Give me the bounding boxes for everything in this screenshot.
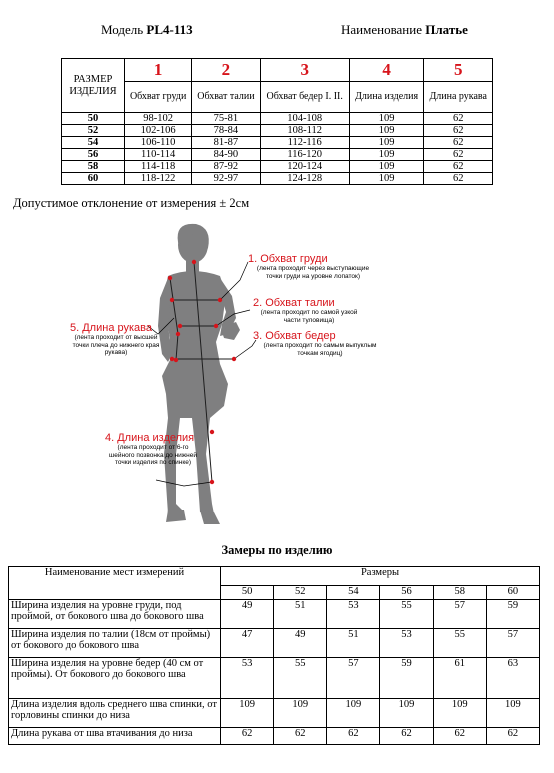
size-value-cell: 110-114 <box>125 149 192 161</box>
measure-value-cell: 109 <box>274 699 327 728</box>
size-value-cell: 78-84 <box>192 125 260 137</box>
annotation-chest-title: 1. Обхват груди <box>248 253 328 265</box>
size-cell: 58 <box>62 161 125 173</box>
size-value-cell: 102-106 <box>125 125 192 137</box>
annotation-waist <box>253 297 365 324</box>
measure-value-cell: 109 <box>486 699 539 728</box>
measure-value-cell: 55 <box>433 629 486 658</box>
measure-table-title: Замеры по изделию <box>221 543 333 557</box>
size-value-cell: 109 <box>349 149 424 161</box>
size-value-cell: 109 <box>349 137 424 149</box>
size-value-cell: 114-118 <box>125 161 192 173</box>
measure-row <box>9 658 540 699</box>
size-value-cell: 84-90 <box>192 149 260 161</box>
annotation-length <box>105 432 201 467</box>
size-value-cell: 124-128 <box>260 173 349 185</box>
product-name-line <box>341 22 468 38</box>
column-number-4: 4 <box>349 59 424 82</box>
measure-row <box>9 629 540 658</box>
size-value-cell: 62 <box>424 125 493 137</box>
measure-sizes-header: Размеры <box>221 567 540 586</box>
annotation-sleeve-note: (лента проходит от высшей точки плеча до нижнего края рукава) <box>72 334 160 356</box>
measure-value-cell: 55 <box>274 658 327 699</box>
measure-name-cell: Ширина изделия на уровне груди, под проймой, от бокового шва до бокового шва <box>9 600 221 629</box>
measure-value-cell: 62 <box>221 728 274 745</box>
measure-value-cell: 53 <box>327 600 380 629</box>
measure-value-cell: 57 <box>486 629 539 658</box>
annotation-sleeve <box>70 322 162 357</box>
size-value-cell: 118-122 <box>125 173 192 185</box>
size-cell: 54 <box>62 137 125 149</box>
size-value-cell: 98-102 <box>125 113 192 125</box>
measure-value-cell: 59 <box>380 658 433 699</box>
measure-size-header: 58 <box>433 585 486 599</box>
measure-row <box>9 728 540 745</box>
column-label-hips: Обхват бедер I. II. <box>260 82 349 113</box>
measure-value-cell: 49 <box>274 629 327 658</box>
column-number-3: 3 <box>260 59 349 82</box>
annotation-hips-note: (лента проходит по самым выпуклым точкам ягодиц) <box>263 342 377 357</box>
column-label-chest: Обхват груди <box>125 82 192 113</box>
measure-value-cell: 57 <box>327 658 380 699</box>
measure-value-cell: 59 <box>486 600 539 629</box>
size-table <box>61 58 493 185</box>
model-label-line <box>101 22 193 38</box>
size-cell: 60 <box>62 173 125 185</box>
measure-value-cell: 62 <box>274 728 327 745</box>
column-label-waist: Обхват талии <box>192 82 260 113</box>
size-value-cell: 62 <box>424 113 493 125</box>
size-value-cell: 109 <box>349 161 424 173</box>
size-cell: 50 <box>62 113 125 125</box>
measure-value-cell: 49 <box>221 600 274 629</box>
size-row <box>62 149 493 161</box>
measure-name-cell: Длина изделия вдоль среднего шва спинки, от горловины спинки до низа <box>9 699 221 728</box>
measure-value-cell: 109 <box>433 699 486 728</box>
annotation-waist-note: (лента проходит по самой узкой части туловища) <box>260 309 358 324</box>
measure-size-header: 50 <box>221 585 274 599</box>
size-cell: 52 <box>62 125 125 137</box>
measure-size-header: 60 <box>486 585 539 599</box>
measure-value-cell: 62 <box>327 728 380 745</box>
column-number-2: 2 <box>192 59 260 82</box>
size-value-cell: 120-124 <box>260 161 349 173</box>
measure-value-cell: 61 <box>433 658 486 699</box>
size-value-cell: 109 <box>349 125 424 137</box>
size-row <box>62 173 493 185</box>
annotation-hips-title: 3. Обхват бедер <box>253 330 336 342</box>
column-number-1: 1 <box>125 59 192 82</box>
measure-name-cell: Ширина изделия по талии (18см от проймы) от бокового до бокового шва <box>9 629 221 658</box>
measure-value-cell: 53 <box>380 629 433 658</box>
annotation-hips <box>253 330 387 357</box>
measure-row <box>9 600 540 629</box>
size-value-cell: 62 <box>424 173 493 185</box>
size-header-cell: РАЗМЕР ИЗДЕЛИЯ <box>62 59 125 113</box>
measure-size-header: 56 <box>380 585 433 599</box>
size-value-cell: 112-116 <box>260 137 349 149</box>
model-value: PL4-113 <box>146 22 193 37</box>
measure-value-cell: 109 <box>221 699 274 728</box>
size-value-cell: 92-97 <box>192 173 260 185</box>
annotation-chest-note: (лента проходит через выступающие точки груди на уровне лопаток) <box>256 265 370 280</box>
column-label-length: Длина изделия <box>349 82 424 113</box>
measure-name-header: Наименование мест измерений <box>9 567 221 600</box>
measure-value-cell: 109 <box>380 699 433 728</box>
measure-value-cell: 109 <box>327 699 380 728</box>
size-row <box>62 137 493 149</box>
size-row <box>62 113 493 125</box>
measure-value-cell: 62 <box>380 728 433 745</box>
size-row <box>62 161 493 173</box>
product-name-label: Наименование <box>341 22 422 37</box>
size-row <box>62 125 493 137</box>
annotation-length-note: (лента проходит от 6-го шейного позвонка до нижней точки изделия по спинке) <box>109 444 197 466</box>
model-label: Модель <box>101 22 144 37</box>
measure-value-cell: 51 <box>327 629 380 658</box>
size-value-cell: 87-92 <box>192 161 260 173</box>
annotation-length-title: 4. Длина изделия <box>105 432 195 444</box>
measure-name-cell: Ширина изделия на уровне бедер (40 см от проймы). От бокового до бокового шва <box>9 658 221 699</box>
size-value-cell: 104-108 <box>260 113 349 125</box>
measure-value-cell: 62 <box>486 728 539 745</box>
measure-table <box>8 566 540 745</box>
tolerance-note: Допустимое отклонение от измерения ± 2см <box>13 196 250 210</box>
measure-value-cell: 47 <box>221 629 274 658</box>
size-value-cell: 106-110 <box>125 137 192 149</box>
size-value-cell: 108-112 <box>260 125 349 137</box>
column-label-sleeve: Длина рукава <box>424 82 493 113</box>
measure-value-cell: 57 <box>433 600 486 629</box>
product-name-value: Платье <box>425 22 468 37</box>
measure-size-header: 54 <box>327 585 380 599</box>
column-number-5: 5 <box>424 59 493 82</box>
size-cell: 56 <box>62 149 125 161</box>
measure-value-cell: 55 <box>380 600 433 629</box>
size-value-cell: 109 <box>349 173 424 185</box>
measure-value-cell: 63 <box>486 658 539 699</box>
annotation-sleeve-title: 5. Длина рукава <box>70 322 152 334</box>
measure-value-cell: 51 <box>274 600 327 629</box>
size-value-cell: 62 <box>424 161 493 173</box>
size-value-cell: 62 <box>424 149 493 161</box>
female-silhouette <box>158 224 240 524</box>
measure-name-cell: Длина рукава от шва втачивания до низа <box>9 728 221 745</box>
size-value-cell: 81-87 <box>192 137 260 149</box>
measure-size-header: 52 <box>274 585 327 599</box>
measure-row <box>9 699 540 728</box>
measure-value-cell: 62 <box>433 728 486 745</box>
size-value-cell: 109 <box>349 113 424 125</box>
size-value-cell: 116-120 <box>260 149 349 161</box>
size-value-cell: 62 <box>424 137 493 149</box>
size-value-cell: 75-81 <box>192 113 260 125</box>
annotation-waist-title: 2. Обхват талии <box>253 297 335 309</box>
annotation-chest <box>248 253 378 280</box>
measure-value-cell: 53 <box>221 658 274 699</box>
